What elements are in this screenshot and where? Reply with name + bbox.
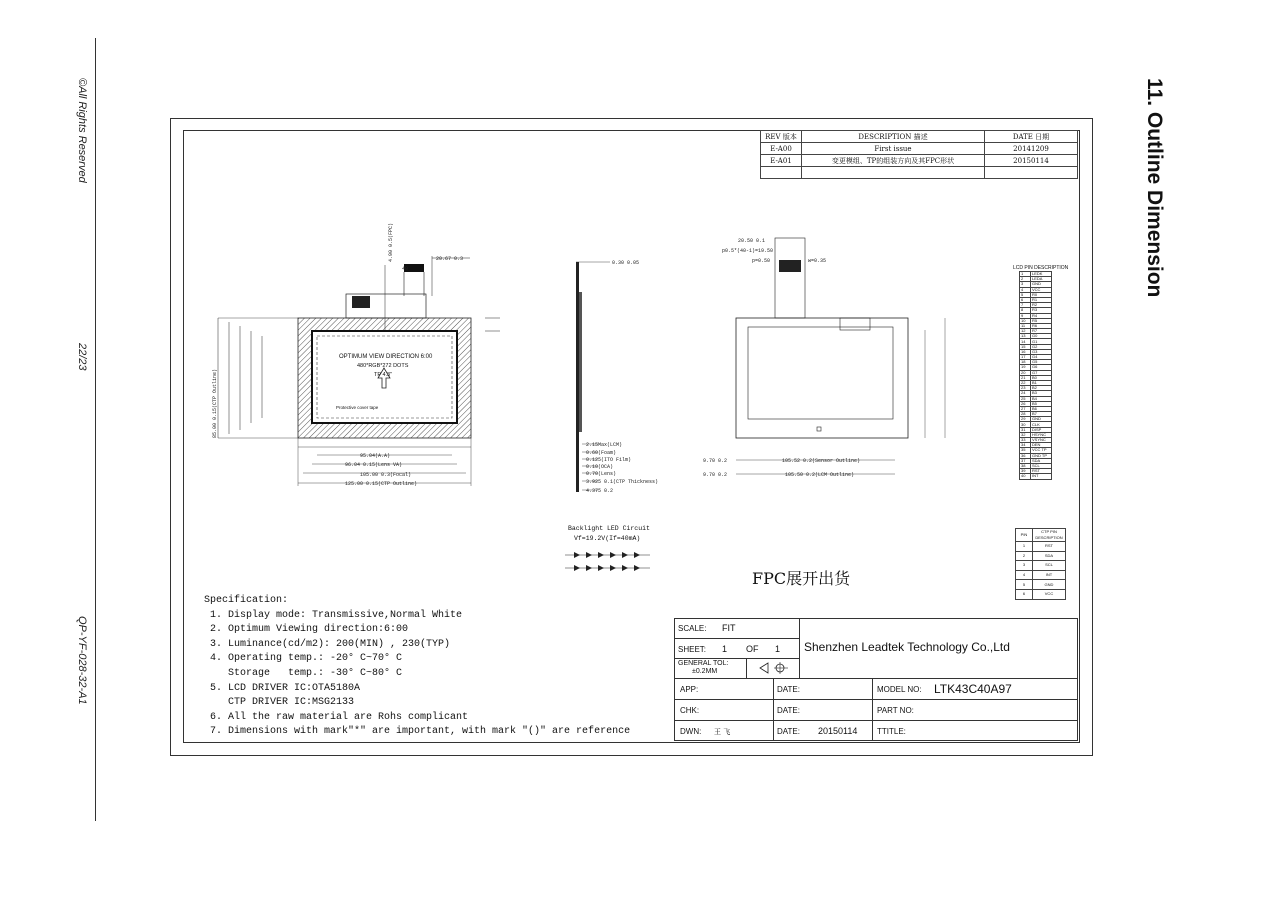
lcd-pin-number: 13 bbox=[1020, 334, 1031, 339]
lcd-pin-number: 40 bbox=[1020, 474, 1031, 479]
back-lcm bbox=[748, 327, 893, 419]
lcd-pin-name: GND bbox=[1031, 417, 1052, 422]
back-fpc bbox=[775, 238, 805, 318]
lcd-pin-number: 18 bbox=[1020, 360, 1031, 365]
lcd-pin-number: 35 bbox=[1020, 448, 1031, 453]
lcd-pin-name: B2 bbox=[1031, 386, 1052, 391]
lcd-pin-name: R5 bbox=[1031, 318, 1052, 323]
lcd-pin-number: 21 bbox=[1020, 375, 1031, 380]
lcd-pin-name: R0 bbox=[1031, 292, 1052, 297]
lcd-pin-number: 12 bbox=[1020, 329, 1031, 334]
lcd-pin-number: 3 bbox=[1020, 282, 1031, 287]
lcd-pin-table bbox=[1019, 271, 1052, 480]
lcd-pin-number: 8 bbox=[1020, 308, 1031, 313]
dwn-date: 20150114 bbox=[818, 726, 858, 736]
ctp-pin-name: RST bbox=[1033, 542, 1066, 552]
lcd-pin-name: B4 bbox=[1031, 396, 1052, 401]
side-lcm bbox=[579, 292, 582, 432]
dim-ctp-height: 85.00 0.15(CTP Outline) bbox=[212, 368, 218, 438]
lcd-pin-title: LCD PIN DESCRIPTION bbox=[1013, 265, 1069, 271]
lcd-pin-number: 17 bbox=[1020, 355, 1031, 360]
spec-item: 3. Luminance(cd/m2): 200(MIN) , 230(TYP) bbox=[210, 638, 451, 650]
sheet-label: SHEET: bbox=[678, 645, 707, 654]
date-label-app: DATE: bbox=[777, 685, 800, 694]
dim-40: 40 bbox=[402, 266, 409, 272]
ctp-pin-number: 6 bbox=[1016, 589, 1033, 599]
section-title: 11. Outline Dimension bbox=[1143, 78, 1166, 298]
ctp-pin-number: 5 bbox=[1016, 580, 1033, 590]
lcd-pin-name: B7 bbox=[1031, 412, 1052, 417]
back-dim-w: w=0.35 bbox=[808, 258, 827, 264]
lcd-pin-number: 10 bbox=[1020, 318, 1031, 323]
ctp-pin-name: SDA bbox=[1033, 551, 1066, 561]
spec-item: 2. Optimum Viewing direction:6:00 bbox=[210, 624, 409, 636]
lcd-pin-name: R3 bbox=[1031, 308, 1052, 313]
part-label: PART NO: bbox=[877, 706, 914, 715]
layer-oca: 0.10(OCA) bbox=[586, 464, 614, 470]
ctp-pin-name: GND bbox=[1033, 580, 1066, 590]
lcd-pin-number: 4 bbox=[1020, 287, 1031, 292]
back-connector bbox=[840, 318, 870, 330]
lcd-pin-number: 11 bbox=[1020, 323, 1031, 328]
lcd-pin-number: 34 bbox=[1020, 443, 1031, 448]
date-label-chk: DATE: bbox=[777, 706, 800, 715]
app-label: APP: bbox=[680, 685, 699, 694]
lcd-pin-name: GND TP bbox=[1031, 453, 1052, 458]
sheet-total: 1 bbox=[775, 644, 781, 654]
lcd-pin-name: DEN bbox=[1031, 443, 1052, 448]
lcd-pin-number: 20 bbox=[1020, 370, 1031, 375]
lcd-pin-name: R1 bbox=[1031, 297, 1052, 302]
lcd-pin-name: SDA bbox=[1031, 458, 1052, 463]
dim-va: 96.04 0.15(Lens VA) bbox=[345, 462, 403, 468]
back-view bbox=[703, 238, 945, 478]
ctp-pin-name: INT bbox=[1033, 570, 1066, 580]
lcd-pin-number: 23 bbox=[1020, 386, 1031, 391]
lcd-pin-name: R7 bbox=[1031, 329, 1052, 334]
spec-item: 6. All the raw material are Rohs complicant bbox=[210, 711, 469, 723]
lcd-pin-name: R2 bbox=[1031, 303, 1052, 308]
backlight-title: Backlight LED Circuit bbox=[568, 525, 650, 532]
chk-label: CHK: bbox=[680, 706, 700, 715]
ctp-pin-name: SCL bbox=[1033, 561, 1066, 571]
back-outline bbox=[736, 318, 908, 438]
back-dim-sensor: 105.52 0.2(Sensor Outline) bbox=[782, 458, 861, 464]
lcd-pin-name: G6 bbox=[1031, 365, 1052, 370]
lcd-pin-number: 32 bbox=[1020, 432, 1031, 437]
back-dim-lcm: 105.50 0.2(LCM Outline) bbox=[785, 472, 855, 478]
spec-item: Storage temp.: -30° C~80° C bbox=[210, 667, 403, 679]
lcd-pin-name: RST bbox=[1031, 469, 1052, 474]
tol-value: ±0.2MM bbox=[692, 668, 718, 675]
lcd-pin-number: 9 bbox=[1020, 313, 1031, 318]
rev-header: REV 版本 bbox=[761, 131, 802, 143]
dim-fpc: 4.90 0.5(FPC) bbox=[388, 222, 394, 262]
lcd-pin-name: SCL bbox=[1031, 463, 1052, 468]
lcd-pin-number: 37 bbox=[1020, 458, 1031, 463]
desc-cell: 变更模组、TP的组装方向及其FPC形状 bbox=[802, 155, 985, 167]
lcd-pin-name: G0 bbox=[1031, 334, 1052, 339]
tp-size-text: TP 4.3" bbox=[374, 372, 393, 378]
lcd-pin-name: B6 bbox=[1031, 406, 1052, 411]
dim-focal: 105.00 0.3(Focal) bbox=[360, 472, 412, 478]
scale-value: FIT bbox=[722, 623, 736, 633]
spec-item: CTP DRIVER IC:MSG2133 bbox=[210, 697, 355, 709]
lcd-pin-name: R4 bbox=[1031, 313, 1052, 318]
ctp-pin-name: VCC bbox=[1033, 589, 1066, 599]
lcd-pin-number: 25 bbox=[1020, 396, 1031, 401]
lcd-pin-name: VCC TP bbox=[1031, 448, 1052, 453]
rights-text: ©All Rights Reserved bbox=[76, 78, 88, 183]
layer-lcm: 2.15Max(LCM) bbox=[586, 442, 623, 448]
lcd-pin-name: B3 bbox=[1031, 391, 1052, 396]
spec-title: Specification: bbox=[204, 595, 289, 606]
lcd-pin-name: R6 bbox=[1031, 323, 1052, 328]
lcd-pin-number: 31 bbox=[1020, 427, 1031, 432]
lcd-pin-name: B5 bbox=[1031, 401, 1052, 406]
lcd-pin-number: 15 bbox=[1020, 344, 1031, 349]
tol-label: GENERAL TOL: bbox=[678, 660, 729, 667]
lcd-pin-number: 2 bbox=[1020, 277, 1031, 282]
lcd-pin-name: DISP bbox=[1031, 427, 1052, 432]
back-dim-sensor-h: 9.70 0.2 bbox=[703, 458, 728, 464]
model-value: LTK43C40A97 bbox=[934, 682, 1012, 696]
scale-label: SCALE: bbox=[678, 624, 707, 633]
fpc-note: FPC展开出货 bbox=[752, 569, 851, 588]
dim-aa: 95.04(A.A) bbox=[360, 453, 391, 459]
date-label-dwn: DATE: bbox=[777, 727, 800, 736]
ctp-desc-header: CTP PIN DESCRIPTION bbox=[1033, 529, 1066, 542]
lcd-pin-number: 24 bbox=[1020, 391, 1031, 396]
date-header: DATE 日期 bbox=[985, 131, 1078, 143]
lcd-pin-number: 16 bbox=[1020, 349, 1031, 354]
lcd-pin-name: CLK bbox=[1031, 422, 1052, 427]
side-top-dim: 0.30 0.05 bbox=[612, 260, 640, 266]
lcd-pin-number: 33 bbox=[1020, 438, 1031, 443]
lcd-pin-number: 29 bbox=[1020, 417, 1031, 422]
spec-item: 5. LCD DRIVER IC:OTA5180A bbox=[210, 682, 361, 694]
dim-ctp-width: 125.00 0.15(CTP Outline) bbox=[345, 481, 418, 487]
specification bbox=[204, 594, 630, 740]
lcd-pin-number: 27 bbox=[1020, 406, 1031, 411]
layer-lens: 0.70(Lens) bbox=[586, 471, 617, 477]
back-dim-lcm-h: 9.70 0.2 bbox=[703, 472, 728, 478]
optimum-view-text: OPTIMUM VIEW DIRECTION 6:00 bbox=[339, 354, 433, 360]
lcd-pin-number: 30 bbox=[1020, 422, 1031, 427]
layer-foam: 0.60(Foam) bbox=[586, 450, 617, 456]
spec-item: 4. Operating temp.: -20° C~70° C bbox=[210, 653, 403, 665]
spec-item: 1. Display mode: Transmissive,Normal White bbox=[210, 609, 463, 621]
date-cell: 20150114 bbox=[985, 155, 1078, 167]
lcd-pin-number: 7 bbox=[1020, 303, 1031, 308]
lcd-pin-name: G4 bbox=[1031, 355, 1052, 360]
ctp-pin-number: 1 bbox=[1016, 542, 1033, 552]
dwn-value: 王 飞 bbox=[714, 728, 731, 736]
lcd-pin-name: INT bbox=[1031, 474, 1052, 479]
lcd-pin-name: HSYNC bbox=[1031, 432, 1052, 437]
ctp-pin-number: 3 bbox=[1016, 561, 1033, 571]
lcd-pin-name: B0 bbox=[1031, 375, 1052, 380]
fpc-connector bbox=[352, 296, 370, 308]
lcd-pin-name: LEDK bbox=[1031, 272, 1052, 277]
lcd-pin-number: 38 bbox=[1020, 463, 1031, 468]
desc-cell: First issue bbox=[802, 143, 985, 155]
model-label: MODEL NO: bbox=[877, 685, 922, 694]
dots-text: 480*RGB*272 DOTS bbox=[357, 363, 409, 369]
layer-ito: 0.125(ITO Film) bbox=[586, 457, 632, 463]
lcd-pin-name: G1 bbox=[1031, 339, 1052, 344]
layer-ctp: 3.925 0.1(CTP Thickness) bbox=[586, 479, 659, 485]
back-dim-1: 20.50 0.1 bbox=[738, 238, 766, 244]
ctp-pin-number: 4 bbox=[1016, 570, 1033, 580]
date-cell: 20141209 bbox=[985, 143, 1078, 155]
lcd-pin-number: 5 bbox=[1020, 292, 1031, 297]
lcd-pin-number: 26 bbox=[1020, 401, 1031, 406]
lcd-pin-number: 14 bbox=[1020, 339, 1031, 344]
company-name: Shenzhen Leadtek Technology Co.,Ltd bbox=[804, 640, 1010, 654]
lcd-pin-name: VSYNC bbox=[1031, 438, 1052, 443]
lcd-pin-name: VCC bbox=[1031, 287, 1052, 292]
back-dim-2: p0.5*(40-1)=19.50 bbox=[722, 248, 774, 254]
lcd-pin-number: 1 bbox=[1020, 272, 1031, 277]
lcd-pin-number: 36 bbox=[1020, 453, 1031, 458]
backlight-spec: Vf=19.2V(If=40mA) bbox=[574, 535, 641, 542]
back-dim-p: p=0.50 bbox=[752, 258, 771, 264]
ctp-pin-number: 2 bbox=[1016, 551, 1033, 561]
lcd-pin-name: GND bbox=[1031, 282, 1052, 287]
back-fpc-contacts bbox=[779, 260, 801, 272]
projection-symbol bbox=[756, 661, 790, 677]
ctp-pin-header: PIN bbox=[1016, 529, 1033, 542]
side-lens bbox=[576, 262, 579, 492]
rev-cell: E-A00 bbox=[761, 143, 802, 155]
lcd-pin-number: 28 bbox=[1020, 412, 1031, 417]
sheet-number: 1 bbox=[722, 644, 728, 654]
lcd-pin-number: 39 bbox=[1020, 469, 1031, 474]
dim-top: 20.67 0.3 bbox=[436, 256, 464, 262]
lcd-pin-name: G2 bbox=[1031, 344, 1052, 349]
lcd-pin-name: G7 bbox=[1031, 370, 1052, 375]
dwn-label: DWN: bbox=[680, 727, 702, 736]
rev-cell: E-A01 bbox=[761, 155, 802, 167]
lcd-pin-name: LEDA bbox=[1031, 277, 1052, 282]
layer-total: 4.375 0.2 bbox=[586, 488, 614, 494]
desc-header: DESCRIPTION 描述 bbox=[802, 131, 985, 143]
backlight-circuit bbox=[565, 552, 650, 571]
title-label: TTITLE: bbox=[877, 727, 906, 736]
sheet-of: OF bbox=[746, 644, 759, 654]
protect-tape-text: Protective cover tape bbox=[336, 405, 379, 410]
page-number: 22/23 bbox=[76, 343, 88, 371]
side-view bbox=[576, 260, 658, 494]
lcd-pin-name: G5 bbox=[1031, 360, 1052, 365]
lcd-pin-name: G3 bbox=[1031, 349, 1052, 354]
spec-item: 7. Dimensions with mark"*" are important, with mark "()" are reference bbox=[210, 726, 631, 738]
lcd-pin-number: 22 bbox=[1020, 380, 1031, 385]
ctp-pin-table bbox=[1015, 528, 1066, 600]
title-block bbox=[674, 618, 1078, 741]
lcd-pin-name: B1 bbox=[1031, 380, 1052, 385]
doc-code: QP-YF-028-32-A1 bbox=[76, 616, 88, 705]
lcd-pin-number: 19 bbox=[1020, 365, 1031, 370]
lcd-pin-number: 6 bbox=[1020, 297, 1031, 302]
